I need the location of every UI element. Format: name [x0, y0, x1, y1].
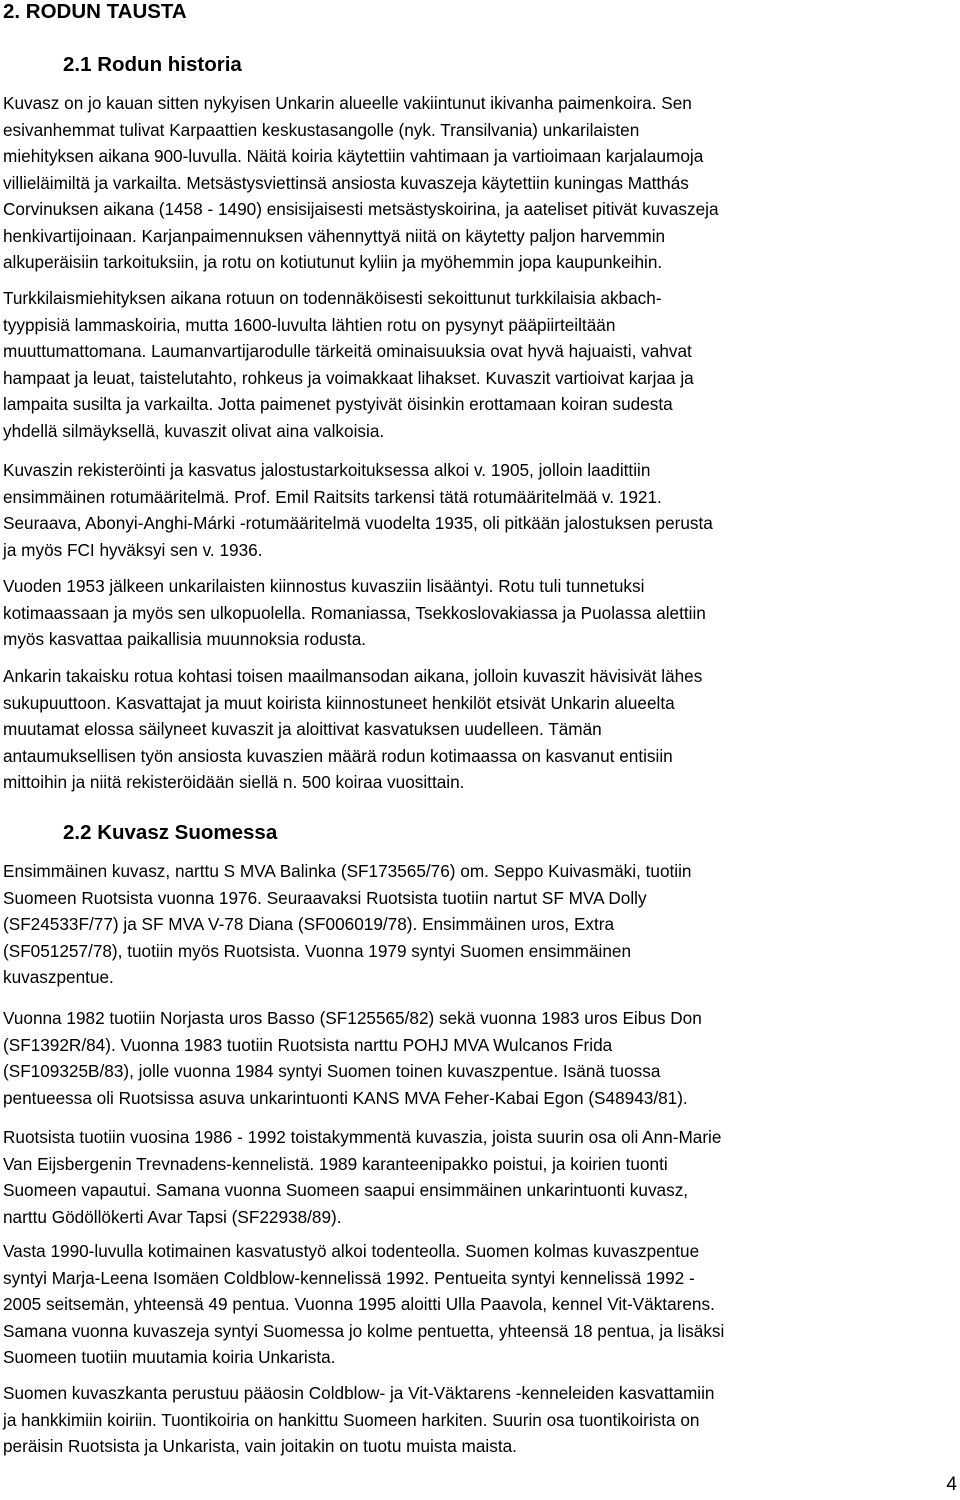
paragraph: Vuoden 1953 jälkeen unkarilaisten kiinnostus kuvasziin lisääntyi. Rotu tuli tunnetuksi kotimaassaan ja myös sen ulkopuolella. Romaniassa, Tsekkoslovakiassa ja Puolassa alettiin myös kasvattaa paikallisia muunnoksia rodusta. [3, 576, 706, 649]
paragraph: Ruotsista tuotiin vuosina 1986 - 1992 toistakymmentä kuvaszia, joista suurin osa oli Ann-Marie Van Eijsbergenin Trevnadens-kennelistä. 1989 karanteenipakko poistui, ja koirien tuonti Suomeen vapautui. Samana vuonna Suomeen saapui ensimmäinen unkarintuonti kuvasz, narttu Gödöllökerti Avar Tapsi (SF22938/89). [3, 1127, 722, 1227]
paragraph: Kuvaszin rekisteröinti ja kasvatus jalostustarkoituksessa alkoi v. 1905, jolloin laadittiin ensimmäinen rotumääritelmä. Prof. Emil Raitsits tarkensi tätä rotumääritelmää v. 1921. Seuraava, Abonyi-Anghi-Márki -rotumääritelmä vuodelta 1935, oli pitkään jalostuksen perusta ja myös FCI hyväksyi sen v. 1936. [3, 460, 713, 560]
section-title-finland: 2.2 Kuvasz Suomessa [63, 821, 278, 844]
page-number: 4 [946, 1474, 957, 1495]
paragraph: Suomen kuvaszkanta perustuu pääosin Coldblow- ja Vit-Väktarens -kenneleiden kasvattamiin ja hankkimiin koiriin. Tuontikoiria on hankittu Suomeen harkiten. Suurin osa tuontikoirista on peräisin Ruotsista ja Unkarista, vain joitakin on tuotu muista maista. [3, 1383, 715, 1456]
paragraph: Vuonna 1982 tuotiin Norjasta uros Basso (SF125565/82) sekä vuonna 1983 uros Eibus Don (SF1392R/84). Vuonna 1983 tuotiin Ruotsista narttu POHJ MVA Wulcanos Frida (SF109325B/83), jolle vuonna 1984 syntyi Suomen toinen kuvaszpentue. Isänä tuossa pentueessa oli Ruotsissa asuva unkarintuonti KANS MVA Feher-Kabai Egon (S48943/81). [3, 1008, 702, 1108]
paragraph: Kuvasz on jo kauan sitten nykyisen Unkarin alueelle vakiintunut ikivanha paimenkoira. Sen esivanhemmat tulivat Karpaattien keskustasangolle (nyk. Transilvania) unkarilaisten miehityksen aikana 900-luvulla. Näitä koiria käytettiin vahtimaan ja vartioimaan karjalaumoja villieläimiltä ja varkailta. Metsästysviettinsä ansiosta kuvaszeja käytettiin kuningas Matthás Corvinuksen aikana (1458 - 1490) ensisijaisesti metsästyskoirina, ja aateliset pitivät kuvaszeja henkivartijoinaan. Karjanpaimennuksen vähennyttyä niitä on käytetty paljon harvemmin alkuperäisiin tarkoituksiin, ja rotu on kotiutunut kyliin ja myöhemmin jopa kaupunkeihin. [3, 93, 719, 272]
chapter-title: 2. RODUN TAUSTA [3, 0, 187, 23]
paragraph: Ankarin takaisku rotua kohtasi toisen maailmansodan aikana, jolloin kuvaszit hävisivät lähes sukupuuttoon. Kasvattajat ja muut koirista kiinnostuneet henkilöt etsivät Unkarin alueelta muutamat elossa säilyneet kuvaszit ja aloittivat kasvatuksen uudelleen. Tämän antaumuksellisen työn ansiosta kuvaszien määrä rodun kotimaassa on kasvanut entisiin mittoihin ja niitä rekisteröidään siellä n. 500 koiraa vuosittain. [3, 666, 703, 792]
paragraph: Turkkilaismiehityksen aikana rotuun on todennäköisesti sekoittunut turkkilaisia akbach- tyyppisiä lammaskoiria, mutta 1600-luvulta lähtien rotu on pysynyt pääpiirteiltään muuttumattomana. Laumanvartijarodulle tärkeitä ominaisuuksia ovat hyvä hajuaisti, vahvat hampaat ja leuat, taistelutahto, rohkeus ja voimakkaat lihakset. Kuvaszit vartioivat karjaa ja lampaita susilta ja varkailta. Jotta paimenet pystyivät öisinkin erottamaan koiran sudesta yhdellä silmäyksellä, kuvaszit olivat aina valkoisia. [3, 288, 694, 441]
paragraph: Vasta 1990-luvulla kotimainen kasvatustyö alkoi todenteolla. Suomen kolmas kuvaszpentue syntyi Marja-Leena Isomäen Coldblow-kennelissä 1992. Pentueita syntyi kennelissä 1992 - 2005 seitsemän, yhteensä 49 pentua. Vuonna 1995 aloitti Ulla Paavola, kennel Vit-Väktarens. Samana vuonna kuvaszeja syntyi Suomessa jo kolme pentuetta, yhteensä 18 pentua, ja lisäksi Suomeen tuotiin muutamia koiria Unkarista. [3, 1241, 725, 1367]
paragraph: Ensimmäinen kuvasz, narttu S MVA Balinka (SF173565/76) om. Seppo Kuivasmäki, tuotiin Suomeen Ruotsista vuonna 1976. Seuraavaksi Ruotsista tuotiin nartut SF MVA Dolly (SF24533F/77) ja SF MVA V-78 Diana (SF006019/78). Ensimmäinen uros, Extra (SF051257/78), tuotiin myös Ruotsista. Vuonna 1979 syntyi Suomen ensimmäinen kuvaszpentue. [3, 861, 692, 987]
section-title-history: 2.1 Rodun historia [63, 53, 242, 76]
